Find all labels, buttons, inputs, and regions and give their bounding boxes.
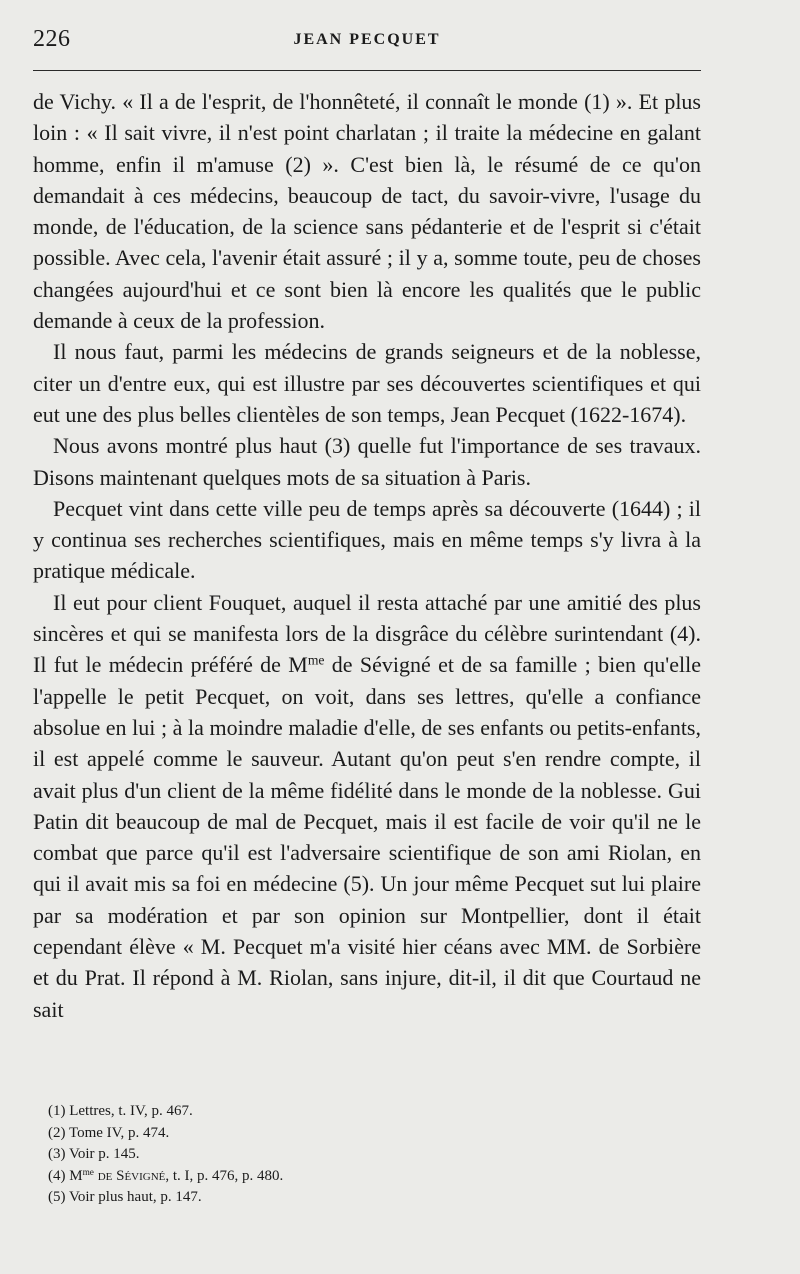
paragraph-text: de Sévigné et de sa famille ; bien qu'elle l'appelle le petit Pecquet, on voit, dans ses lettres, qu'elle a confiance absolue en lui ; à la moindre maladie d'elle, de ses enfants ou petits-enfants, il est appelé comme le sauveur. Autant qu'on peut s'en rendre compte, il avait plus d'un client de la même fidélité dans le monde de la noblesse. Gui Patin dit beaucoup de mal de Pecquet, mais il est facile de voir qu'il ne le combat que parce qu'il est l'adversaire scientifique de son ami Riolan, en qui il avait mis sa foi en médecine (5). Un jour même Pecquet sut lui plaire par sa modération et par son opinion sur Montpellier, dont il était cependant élève « M. Pecquet m'a visité hier céans avec MM. de Sorbière et du Prat. Il répond à M. Riolan, sans injure, dit-il, il dit que Courtaud ne sait (33, 652, 701, 1022)
superscript: me (307, 652, 325, 668)
footnotes (48, 1101, 688, 1209)
header-rule (33, 70, 701, 71)
footnote-text: de Sévigné (93, 1167, 166, 1184)
running-head: JEAN PECQUET (293, 31, 441, 48)
paragraph (33, 587, 701, 1025)
superscript: me (82, 1167, 94, 1178)
footnote: (2) Tome IV, p. 474. (48, 1124, 170, 1141)
footnote-text: , t. I, p. 476, p. 480. (165, 1167, 284, 1184)
footnote: (3) Voir p. 145. (48, 1146, 140, 1162)
paragraph: de Vichy. « Il a de l'esprit, de l'honnêteté, il connaît le monde (1) ». Et plus loin : « Il sait vivre, il n'est point charlatan ; il traite la médecine en galant homme, enfin il m'amuse (2) ». C'est bien là, le résumé de ce qu'on demandait à ces médecins, beaucoup de tact, du savoir-vivre, l'usage du monde, de l'éducation, de la science sans pédanterie et de l'esprit si c'était possible. Avec cela, l'avenir était assuré ; il y a, somme toute, peu de choses changées aujourd'hui et ce sont bien là encore les qualités que le public demande à ceux de la profession. (33, 89, 701, 334)
footnote (48, 1166, 688, 1188)
paragraph: Pecquet vint dans cette ville peu de temps après sa découverte (1644) ; il y continua ses recherches scientifiques, mais en même temps s'y livra à la pratique médicale. (33, 495, 701, 584)
footnote: (5) Voir plus haut, p. 147. (48, 1189, 202, 1205)
footnote-text: (4) M (48, 1167, 83, 1184)
page-number: 226 (33, 26, 71, 52)
paragraph: Il nous faut, parmi les médecins de grands seigneurs et de la noblesse, citer un d'entre eux, qui est illustre par ses découvertes scientifiques et qui eut une des plus belles clientèles de son temps, Jean Pecquet (1622-1674). (33, 339, 701, 427)
paragraph-text: Il eut pour client Fouquet, auquel il resta attaché par une amitié des plus sincères et qui se manifesta lors de la disgrâce du célèbre surintendant (4). Il fut le médecin préféré de M (33, 589, 701, 678)
page-header (33, 26, 701, 56)
paragraph: Nous avons montré plus haut (3) quelle fut l'importance de ses travaux. Disons maintenant quelques mots de sa situation à Paris. (33, 433, 701, 490)
main-text (33, 86, 701, 1025)
footnote: (1) Lettres, t. IV, p. 467. (48, 1103, 193, 1119)
